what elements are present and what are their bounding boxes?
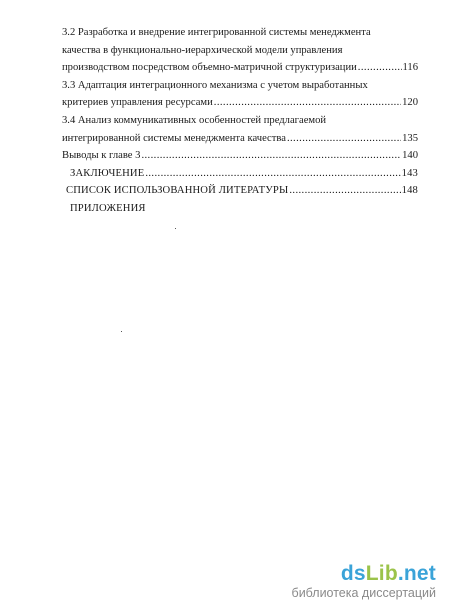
toc-bibliography-page: 148	[401, 185, 418, 197]
toc-conclusion-page: 143	[401, 167, 418, 179]
dslib-watermark	[266, 563, 436, 601]
toc-conclusion-text: ЗАКЛЮЧЕНИЕ	[70, 167, 145, 179]
toc-item-3-4-line-2	[62, 130, 418, 148]
logo-part-net: .net	[397, 562, 436, 585]
toc-item-bibliography	[62, 182, 418, 200]
dot-leader	[289, 182, 400, 200]
dot-leader	[287, 130, 401, 148]
dslib-tagline: библиотека диссертаций	[291, 586, 436, 600]
scan-speck	[175, 228, 176, 229]
toc-item-conclusion	[62, 165, 418, 183]
toc-item-3-3-page: 120	[402, 97, 418, 109]
dot-leader	[141, 147, 401, 165]
toc-item-conclusions-ch3	[62, 147, 418, 165]
toc-conclusions-ch3-page: 140	[402, 150, 418, 162]
dslib-logo	[266, 563, 436, 585]
toc-item-3-3-text: критериев управления ресурсами	[62, 97, 213, 109]
table-of-contents	[62, 24, 418, 218]
logo-part-lib: Lib	[365, 562, 398, 585]
toc-item-3-4-line-1: 3.4 Анализ коммуникативных особенностей предлагаемой	[62, 114, 327, 126]
dot-leader	[145, 165, 400, 183]
toc-item-3-2-line-1: 3.2 Разработка и внедрение интегрированной системы менеджмента	[62, 27, 371, 38]
toc-item-3-3-line-1: 3.3 Адаптация интеграционного механизма с учетом выработанных	[62, 79, 368, 91]
dot-leader	[358, 59, 402, 77]
toc-item-3-3-line-2	[62, 94, 418, 112]
toc-item-3-4-page: 135	[402, 132, 418, 144]
logo-part-ds: ds	[340, 562, 366, 585]
toc-conclusions-ch3-text: Выводы к главе 3	[62, 150, 141, 162]
toc-item-3-2-text: производством посредством объемно-матричной структуризации	[62, 62, 357, 74]
toc-item-3-2-line-2: качества в функционально-иерархической модели управления	[62, 44, 343, 56]
toc-item-appendices: ПРИЛОЖЕНИЯ	[70, 202, 146, 214]
toc-item-3-4-text: интегрированной системы менеджмента качества	[62, 132, 286, 144]
toc-bibliography-text: СПИСОК ИСПОЛЬЗОВАННОЙ ЛИТЕРАТУРЫ	[66, 185, 289, 197]
toc-item-3-2-page: 116	[402, 62, 418, 74]
toc-item-3-2-line-3	[62, 59, 418, 77]
scan-speck	[121, 331, 122, 332]
dot-leader	[214, 94, 401, 112]
